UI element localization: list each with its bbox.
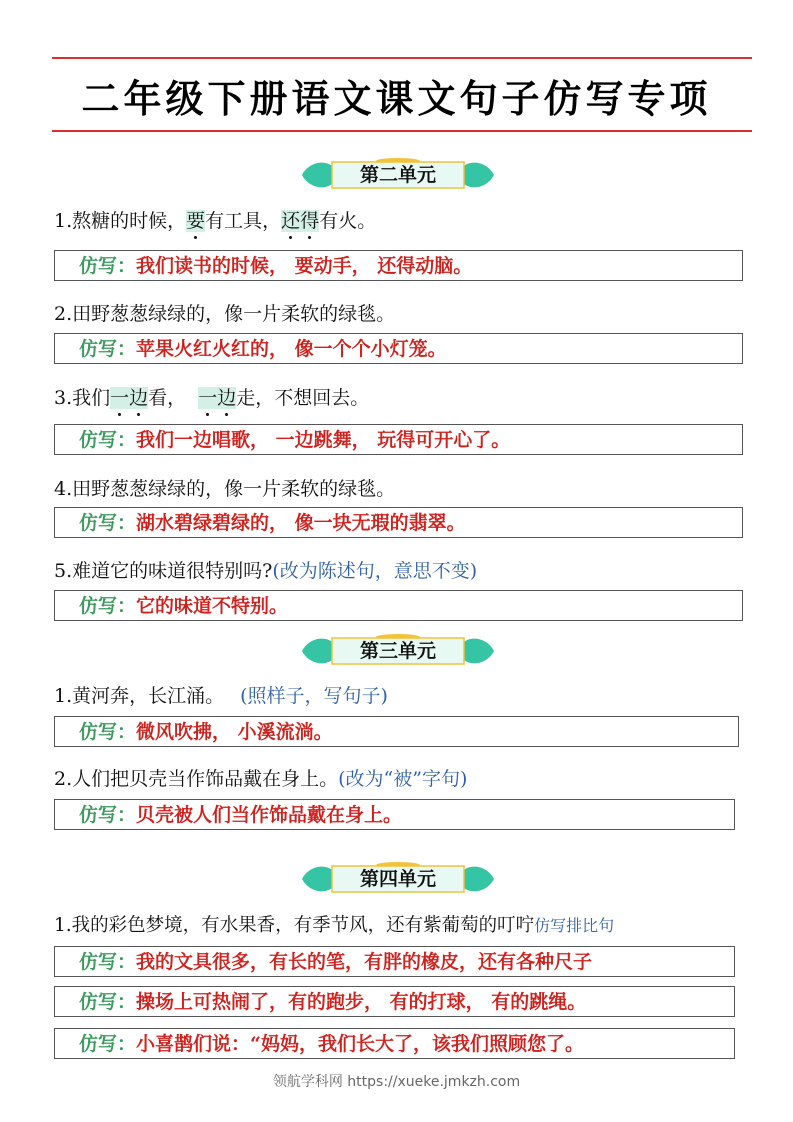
answer-box: 仿写：我的文具很多，有长的笔，有胖的橡皮，还有各种尺子 xyxy=(54,946,735,977)
question-u2-5: 5.难道它的味道很特别吗?(改为陈述句，意思不变) xyxy=(54,560,478,582)
question-u3-1: 1.黄河奔，长江涌。 (照样子，写句子) xyxy=(54,685,388,707)
title-underline xyxy=(52,130,752,132)
unit-label: 第二单元 xyxy=(359,164,436,186)
question-u2-4: 4.田野葱葱绿绿的，像一片柔软的绿毯。 xyxy=(54,478,396,500)
unit-label: 第三单元 xyxy=(359,640,436,662)
answer-box: 仿写：我们读书的时候， 要动手， 还得动脑。 xyxy=(54,250,743,281)
answer-box: 仿写：操场上可热闹了，有的跑步， 有的打球， 有的跳绳。 xyxy=(54,986,735,1017)
question-u2-2: 2.田野葱葱绿绿的，像一片柔软的绿毯。 xyxy=(54,303,396,325)
unit-banner-2 xyxy=(298,158,498,192)
unit-label: 第四单元 xyxy=(359,868,436,890)
top-rule xyxy=(52,57,752,59)
answer-box: 仿写：湖水碧绿碧绿的， 像一块无瑕的翡翠。 xyxy=(54,507,743,538)
answer-box: 仿写：苹果火红火红的， 像一个个小灯笼。 xyxy=(54,333,743,364)
footer-watermark: 领航学科网 https://xueke.jmkzh.com xyxy=(272,1074,521,1090)
unit-banner-3 xyxy=(298,634,498,668)
answer-box: 仿写：小喜鹊们说：“妈妈，我们长大了，该我们照顾您了。 xyxy=(54,1028,735,1059)
answer-box: 仿写：它的味道不特别。 xyxy=(54,590,743,621)
question-u3-2: 2.人们把贝壳当作饰品戴在身上。(改为“被”字句) xyxy=(54,768,468,790)
question-u4-1: 1.我的彩色梦境，有水果香，有季节风，还有紫葡萄的叮咛仿写排比句 xyxy=(54,915,615,936)
question-u2-3: 3.我们一边看， 一边走，不想回去。 xyxy=(54,387,370,409)
unit-banner-4 xyxy=(298,862,498,896)
answer-box: 仿写：贝壳被人们当作饰品戴在身上。 xyxy=(54,799,735,830)
page-title: 二年级下册语文课文句子仿写专项 xyxy=(81,76,712,121)
answer-box: 仿写：我们一边唱歌， 一边跳舞， 玩得可开心了。 xyxy=(54,424,743,455)
question-u2-1: 1.熬糖的时候，要有工具，还得有火。 xyxy=(54,210,377,232)
answer-box: 仿写：微风吹拂， 小溪流淌。 xyxy=(54,716,739,747)
